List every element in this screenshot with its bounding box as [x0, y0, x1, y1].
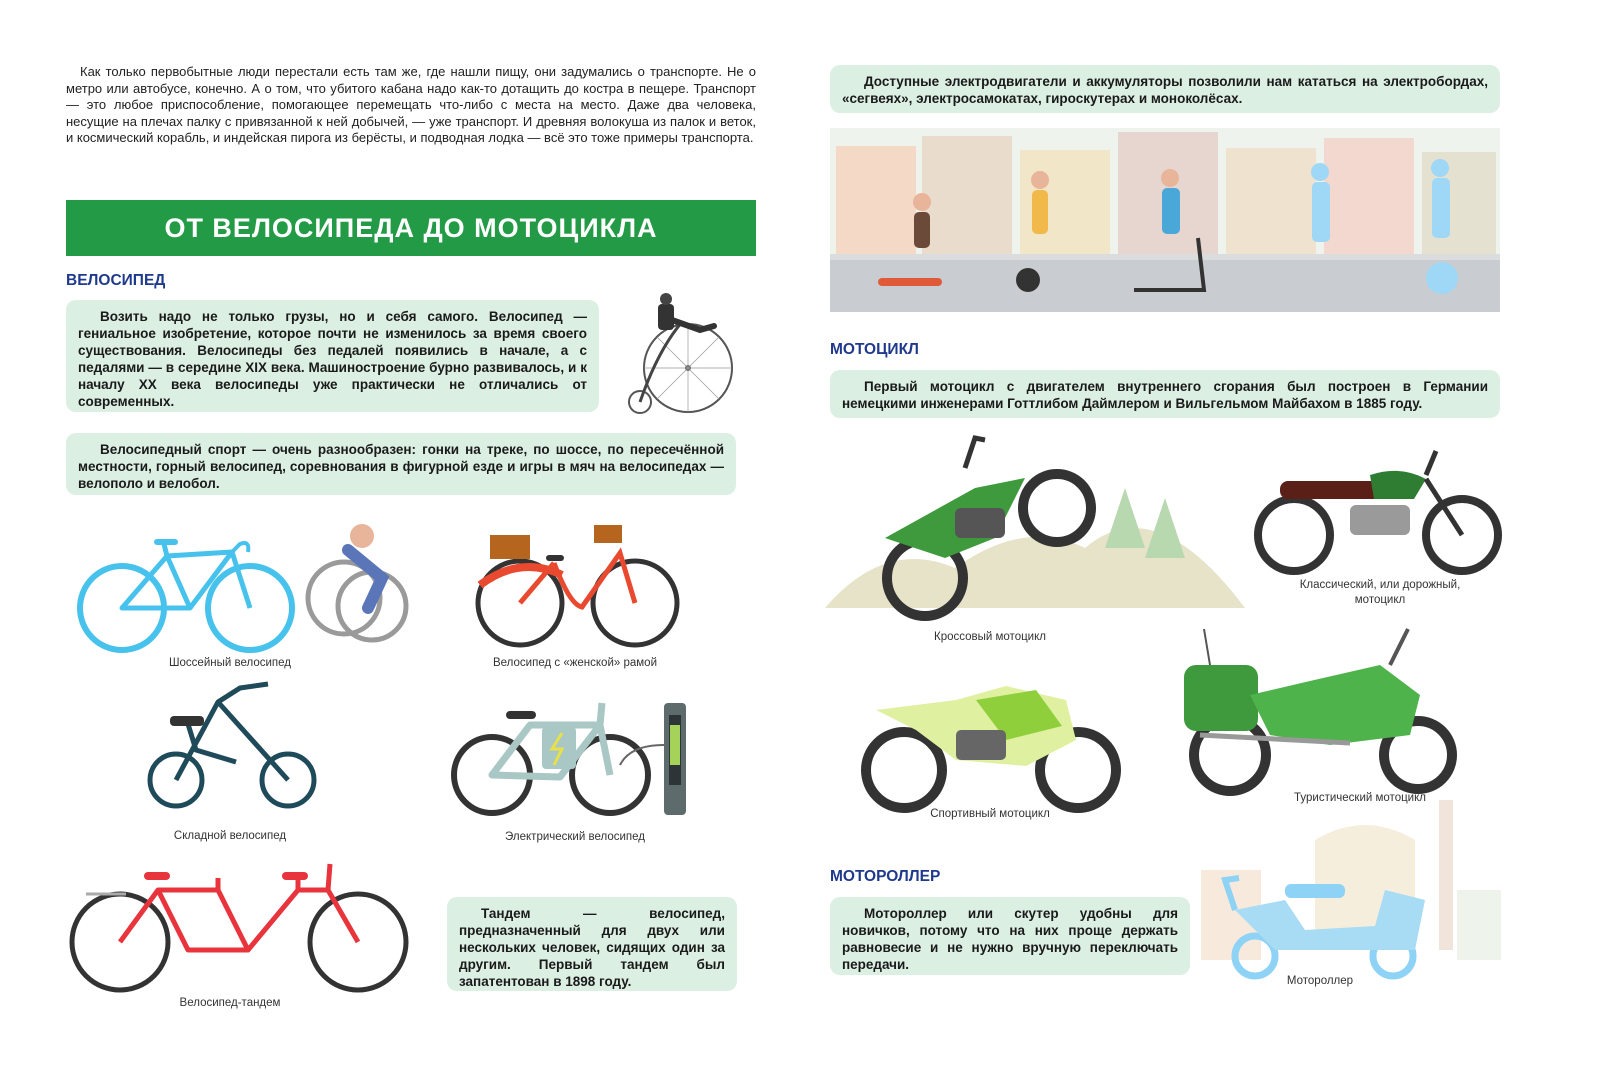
info-box-text: Тандем — велосипед, предназначенный для двух или нескольких человек, сидящих один за другим. Первый тандем был запатентован в 1898 году.: [459, 906, 725, 989]
intro-paragraph: Как только первобытные люди перестали есть там же, где нашли пищу, они задумались о транспорте. Не о метро или автобусе, конечно. А о том, что убитого кабана надо как-то дотащить до костра в пещере. Транспорт — это любое приспособление, помогающее перемещать что-либо с места на место. Даже два человека, несущие на плечах палку с привязанной к ней добычей, — уже транспорт. И древняя волокуша из палок и веток, и космический корабль, и индейская пирога из берёсты, и подводная лодка — всё это тоже примеры транспорта.: [66, 64, 756, 145]
road-bicycle-illustration: [72, 508, 412, 658]
caption-electric-bicycle: Электрический велосипед: [505, 831, 645, 843]
cross-motorcycle-illustration: [825, 428, 1245, 628]
city-street-illustration: [830, 128, 1500, 312]
folding-bicycle-illustration: [148, 680, 318, 820]
caption-road-bicycle: Шоссейный велосипед: [169, 657, 291, 669]
info-box-scooter: [830, 897, 1190, 975]
tandem-bicycle-illustration: [68, 850, 413, 995]
caption-tandem-bicycle: Велосипед-тандем: [179, 997, 281, 1009]
info-box-bicycle-history: [66, 300, 599, 412]
caption-classic-motorcycle: Классический, или дорожный, мотоцикл: [1299, 579, 1461, 606]
electric-bicycle-illustration: [450, 685, 695, 820]
section-heading-motorcycle: МОТОЦИКЛ: [830, 341, 919, 358]
penny-farthing-illustration: [618, 290, 738, 420]
info-box-motorcycle: [830, 370, 1500, 418]
caption-scooter: Мотороллер: [1286, 975, 1354, 987]
caption-touring-motorcycle: Туристический мотоцикл: [1294, 792, 1426, 804]
touring-motorcycle-illustration: [1180, 625, 1460, 795]
scooter-illustration: [1195, 780, 1505, 980]
caption-cross-motorcycle: Кроссовый мотоцикл: [934, 631, 1046, 643]
caption-ladies-bicycle: Велосипед с «женской» рамой: [493, 657, 657, 669]
chapter-banner: ОТ ВЕЛОСИПЕДА ДО МОТОЦИКЛА: [66, 200, 756, 256]
info-box-bicycle-sport: [66, 433, 736, 495]
ladies-bicycle-illustration: [470, 515, 680, 655]
info-box-text: Первый мотоцикл с двигателем внутреннего сгорания был построен в Германии немецкими инженерами Готтлибом Даймлером и Вильгельмом Майбахом в 1885 году.: [842, 379, 1488, 411]
caption-folding-bicycle: Складной велосипед: [173, 830, 287, 842]
caption-sport-motorcycle: Спортивный мотоцикл: [930, 808, 1050, 820]
classic-motorcycle-illustration: [1250, 445, 1505, 575]
info-box-text: Мотороллер или скутер удобны для новичков, потому что на них проще держать равновесие и не нужно вручную переключать передачи.: [842, 906, 1178, 972]
info-box-electric-transport: [830, 65, 1500, 113]
info-box-tandem: [447, 897, 737, 991]
section-heading-scooter: МОТОРОЛЛЕР: [830, 868, 941, 885]
info-box-text: Возить надо не только грузы, но и себя самого. Велосипед — гениальное изобретение, которое почти не изменилось за время своего существования. Велосипеды без педалей появились в начале, а с педалями — в середине XIX века. Машиностроение бурно развивалось, и к началу XX века велосипеды уже практически не отличались от современных.: [78, 309, 587, 409]
info-box-text: Доступные электродвигатели и аккумуляторы позволили нам кататься на электробордах, «сегвеях», электросамокатах, гироскутерах и моноколёсах.: [842, 74, 1488, 106]
sport-motorcycle-illustration: [856, 670, 1121, 810]
info-box-text: Велосипедный спорт — очень разнообразен: гонки на треке, по шоссе, по пересечённой местности, горный велосипед, соревнования в фигурной езде и игры в мяч на велосипедах — велополо и велобол.: [78, 442, 724, 491]
section-heading-bicycle: ВЕЛОСИПЕД: [66, 272, 166, 289]
